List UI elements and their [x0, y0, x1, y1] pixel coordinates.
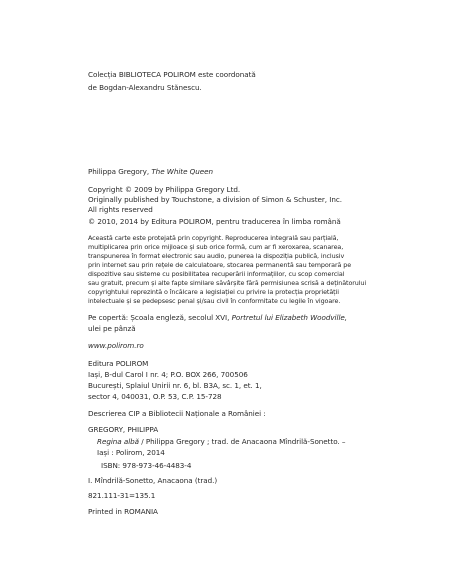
legal-notice-line: multiplicarea prin orice mijloace și sub orice formă, cum ar fi xeroxarea, scanarea, — [88, 243, 344, 251]
publisher-address-line-2: București, Splaiul Unirii nr. 6, bl. B3A, sc. 1, et. 1, — [88, 381, 262, 390]
printed-in: Printed in ROMANIA — [88, 507, 158, 516]
cip-title-line — [97, 437, 345, 447]
cip-title-rest: / Philippa Gregory ; trad. de Anacaona Mîndrilă-Sonetto. – — [139, 437, 346, 446]
publisher-address-line-1: Iași, B-dul Carol I nr. 4; P.O. BOX 266, 700506 — [88, 370, 248, 379]
publisher-name: Editura POLIROM — [88, 359, 149, 368]
cover-credit-prefix: Pe copertă: Școala engleză, secolul XVI, — [88, 313, 230, 322]
cip-isbn: ISBN: 978-973-46-4483-4 — [101, 461, 192, 470]
cip-title: Regina albă — [97, 437, 140, 446]
cover-painting-title: Portretul lui Elizabeth Woodville, — [231, 313, 348, 322]
publisher-website: www.polirom.ro — [88, 341, 144, 350]
legal-notice-line: sau gratuit, precum și alte fapte similare săvârșite fără permisiunea scrisă a deținătorului — [88, 279, 367, 287]
original-title-line — [88, 167, 213, 177]
cover-credit-line-1 — [88, 313, 347, 323]
legal-notice-line: dispozitive sau sisteme cu posibilitatea recuperării informațiilor, cu scop comercial — [88, 270, 345, 278]
series-note-line-1: Colecția BIBLIOTECA POLIROM este coordonată — [88, 70, 256, 79]
legal-notice-line: Această carte este protejată prin copyright. Reproducerea integrală sau parțială, — [88, 234, 339, 242]
cover-credit-line-2: ulei pe pânză — [88, 324, 136, 333]
cip-heading: Descrierea CIP a Bibliotecii Naționale a României : — [88, 409, 266, 418]
edition-copyright-line: © 2010, 2014 by Editura POLIROM, pentru traducerea în limba română — [88, 217, 341, 226]
original-author: Philippa Gregory, — [88, 167, 150, 176]
publisher-address-line-3: sector 4, 040031, O.P. 53, C.P. 15-728 — [88, 392, 222, 401]
cip-translator: I. Mîndrilă-Sonetto, Anacaona (trad.) — [88, 476, 218, 485]
rights-reserved-line: All rights reserved — [88, 205, 153, 214]
copyright-line: Copyright © 2009 by Philippa Gregory Ltd. — [88, 185, 241, 194]
legal-notice-line: transpunerea în format electronic sau audio, punerea la dispoziția publică, inclusiv — [88, 252, 345, 260]
original-title: The White Queen — [151, 167, 214, 176]
series-note-line-2: de Bogdan-Alexandru Stănescu. — [88, 83, 202, 92]
legal-notice-line: copyrightului reprezintă o încălcare a legislației cu privire la protecția proprietății — [88, 288, 339, 296]
cip-author: GREGORY, PHILIPPA — [88, 425, 159, 434]
legal-notice-line: intelectuale și se pedepsesc penal și/sau civil în conformitate cu legile în vigoare. — [88, 297, 341, 305]
original-publisher-line: Originally published by Touchstone, a division of Simon & Schuster, Inc. — [88, 195, 342, 204]
cip-classification: 821.111-31=135.1 — [88, 491, 156, 500]
legal-notice-line: prin internet sau prin rețele de calculatoare, stocarea permanentă sau temporară pe — [88, 261, 352, 269]
cip-place: Iași : Polirom, 2014 — [97, 448, 165, 457]
